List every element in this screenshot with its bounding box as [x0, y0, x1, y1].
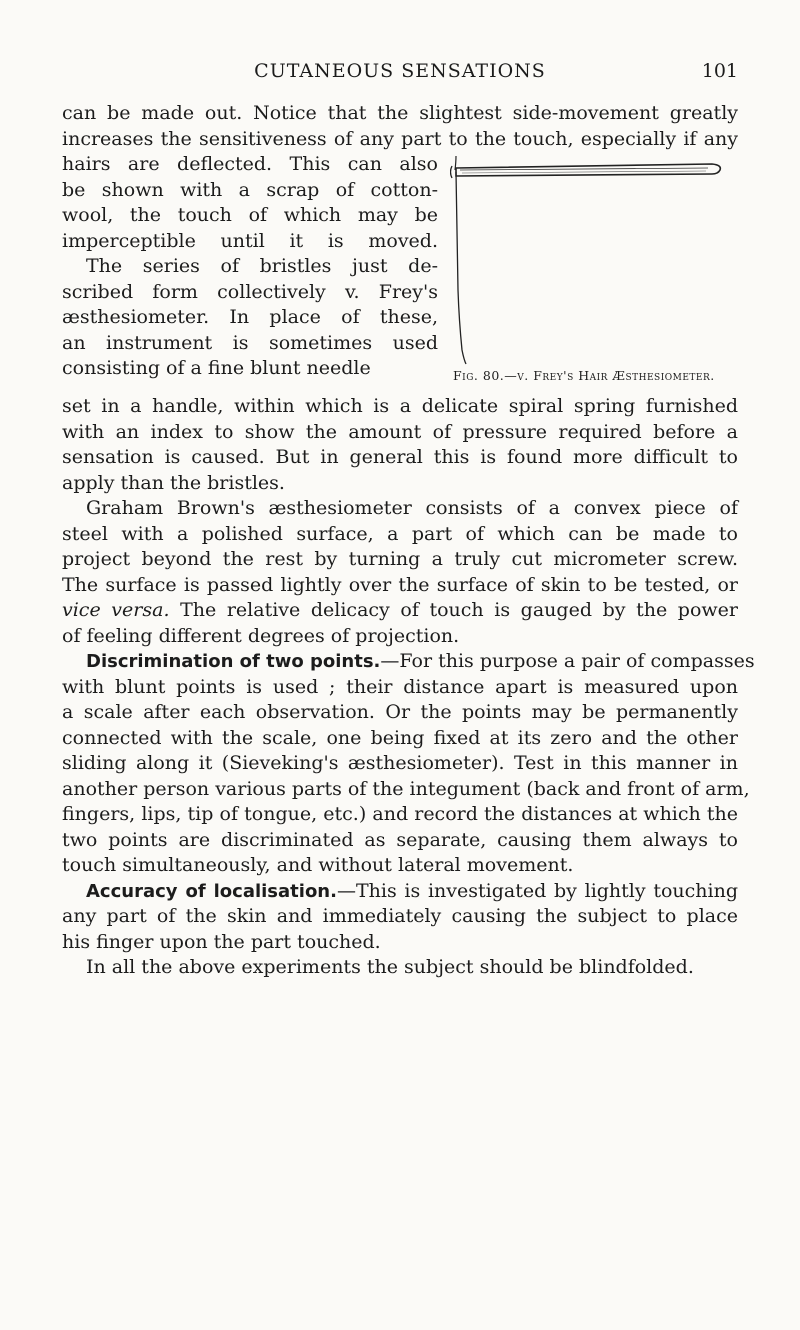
text-line: of feeling different degrees of projection.	[62, 624, 460, 647]
aesthesiometer-illustration	[450, 150, 740, 370]
text-line: with blunt points is used ; their distance apart is measured upon	[62, 675, 738, 698]
text-line: scribed form collectively v. Frey's	[62, 280, 438, 303]
accuracy-heading: Accuracy of localisation.	[86, 880, 337, 902]
text-line: touch simultaneously, and without lateral movement.	[62, 854, 574, 876]
text-line-with-heading	[62, 879, 738, 905]
text-line: can be made out. Notice that the slightest side-movement greatly	[62, 102, 738, 124]
text-fragment: —This is investigated by lightly touching	[336, 879, 739, 902]
text-line: fingers, lips, tip of tongue, etc.) and record the distances at which the	[62, 803, 738, 825]
text-line: wool, the touch of which may be	[62, 204, 438, 226]
text-line: steel with a polished surface, a part of which can be made to	[62, 522, 738, 545]
text-line: Graham Brown's æsthesiometer consists of a convex piece of	[86, 497, 738, 519]
text-line: The surface is passed lightly over the surface of skin to be tested, or	[62, 573, 738, 596]
text-line: two points are discriminated as separate, causing them always to	[62, 828, 738, 851]
text-line: any part of the skin and immediately causing the subject to place	[62, 905, 738, 927]
text-line: imperceptible until it is moved.	[62, 229, 438, 252]
paragraph-intro	[62, 101, 738, 152]
text-line: set in a handle, within which is a delicate spiral spring furnished	[62, 395, 738, 417]
text-line: an instrument is sometimes used	[62, 331, 438, 354]
text-line: æsthesiometer. In place of these,	[62, 306, 438, 328]
text-line: The series of bristles just de-	[86, 255, 438, 277]
text-fragment: The relative delicacy of touch is gauged by the power	[180, 599, 738, 621]
text-line-with-heading	[62, 649, 755, 675]
text-line: apply than the bristles.	[62, 471, 285, 494]
figure-caption: Fig. 80.—v. Frey's Hair Æsthesiometer.	[453, 368, 715, 383]
text-line: a scale after each observation. Or the points may be permanently	[62, 701, 738, 723]
wrapped-paragraph	[62, 152, 438, 382]
text-line: his finger upon the part touched.	[62, 930, 381, 953]
text-line: be shown with a scrap of cotton-	[62, 178, 438, 201]
text-fragment: —For this purpose a pair of compasses	[380, 650, 755, 672]
text-line: with an index to show the amount of pressure required before a	[62, 420, 738, 443]
italic-phrase: vice versa.	[62, 599, 170, 621]
text-line: another person various parts of the integument (back and front of arm,	[62, 777, 750, 800]
text-line: sensation is caused. But in general this is found more difficult to	[62, 446, 738, 468]
text-line-with-italic	[62, 598, 738, 624]
text-line: increases the sensitiveness of any part to the touch, especially if any	[62, 127, 738, 150]
text-line: project beyond the rest by turning a truly cut micrometer screw.	[62, 548, 738, 570]
text-line: consisting of a fine blunt needle	[62, 357, 371, 379]
page-number: 101	[701, 60, 738, 82]
text-line: In all the above experiments the subject should be blindfolded.	[86, 956, 694, 978]
text-line: connected with the scale, one being fixed at its zero and the other	[62, 726, 738, 749]
running-title: CUTANEOUS SENSATIONS	[254, 60, 546, 82]
text-line: sliding along it (Sieveking's æsthesiometer). Test in this manner in	[62, 752, 738, 774]
body-text	[62, 394, 755, 981]
discrimination-heading: Discrimination of two points.	[86, 651, 381, 672]
text-line: hairs are deflected. This can also	[62, 153, 438, 175]
page-header	[62, 60, 738, 88]
figure-aesthesiometer	[450, 150, 740, 380]
